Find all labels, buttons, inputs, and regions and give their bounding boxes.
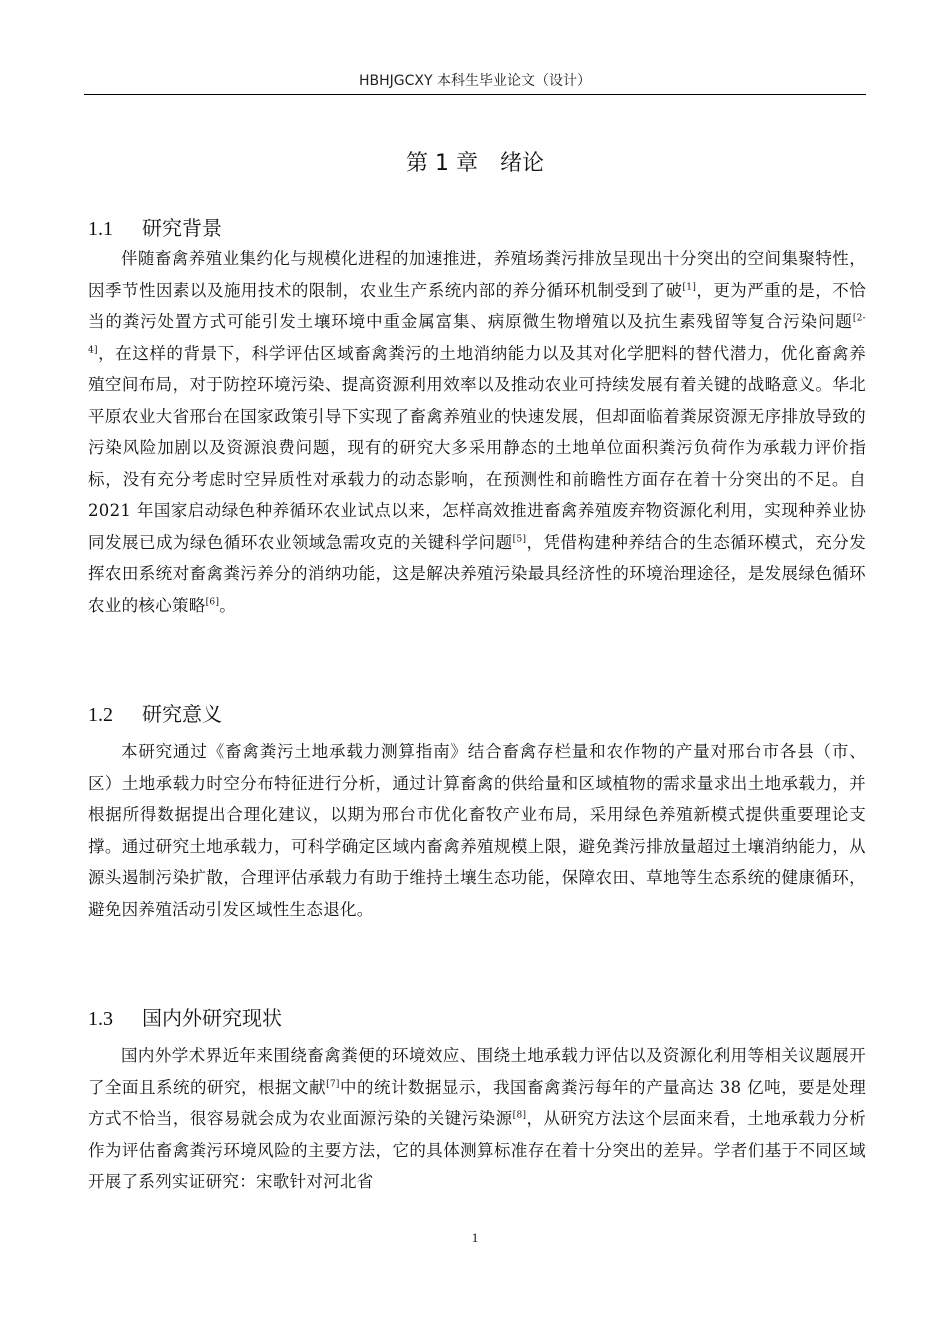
citation: [1] [682, 282, 697, 292]
section-heading-1-1 [88, 212, 222, 241]
section-number: 1.1 [88, 218, 113, 240]
chapter-title [84, 146, 866, 177]
paragraph-research-significance [88, 736, 866, 925]
section-title: 国内外研究现状 [142, 1006, 282, 1030]
text-run: 。 [219, 595, 237, 615]
citation: [6] [205, 597, 220, 607]
text-run: ，在这样的背景下，科学评估区域畜禽粪污的土地消纳能力以及其对化学肥料的替代潜力，优化畜禽养殖空间布局，对于防控环境污染、提高资源利用效率以及推动农业可持续发展有着关键的战略意义。华北平原农业大省邢台在国家政策引导下实现了畜禽养殖业的快速发展，但却面临着粪尿资源无序排放导致的污染风险加剧以及资源浪费问题，现有的研究大多采用静态的土地单位面积粪污负荷作为承载力评价指标，没有充分考虑时空异质性对承载力的动态影响，在预测性和前瞻性方面存在着十分突出的不足。自 2021 年国家启动绿色种养循环农业试点以来，怎样高效推进畜禽养殖废弃物资源化利用，实现种养业协同发展已成为绿色循环农业领域急需攻克的关键科学问题 [88, 343, 866, 552]
text-run: ，凭借构建种养结合的生态循环模式，充分发挥农田系统对畜禽粪污养分的消纳功能，这是解决养殖污染最具经济性的环境治理途径，是发展绿色循环农业的核心策略 [88, 532, 867, 615]
section-title: 研究意义 [142, 702, 222, 726]
citation: [2-4] [88, 313, 866, 355]
paragraph-research-background [88, 243, 866, 621]
citation: [7] [326, 1079, 340, 1089]
text-run: 伴随畜禽养殖业集约化与规模化进程的加速推进，养殖场粪污排放呈现出十分突出的空间集聚特性，因季节性因素以及施用技术的限制，农业生产系统内部的养分循环机制受到了破 [88, 249, 866, 300]
paragraph-research-status [88, 1040, 866, 1198]
citation: [5] [512, 534, 527, 544]
text-run: ，更为严重的是，不恰当的粪污处置方式可能引发土壤环境中重金属富集、病原微生物增殖以及抗生素残留等复合污染问题 [88, 280, 867, 331]
text-run: 中的统计数据显示，我国畜禽粪污每年的产量高达 38 亿吨，要是处理方式不恰当，很容易就会成为农业面源污染的关键污染源 [88, 1077, 866, 1128]
chapter-name: 绪论 [499, 151, 544, 176]
text-run: 本研究通过《畜禽粪污土地承载力测算指南》结合畜禽存栏量和农作物的产量对邢台市各县（市、区）土地承载力时空分布特征进行分析，通过计算畜禽的供给量和区域植物的需求量求出土地承载力，并根据所得数据提出合理化建议，以期为邢台市优化畜牧产业布局，采用绿色养殖新模式提供重要理论支撑。通过研究土地承载力，可科学确定区域内畜禽养殖规模上限，避免粪污排放量超过土壤消纳能力，从源头遏制污染扩散，合理评估承载力有助于维持土壤生态功能，保障农田、草地等生态系统的健康循环，避免因养殖活动引发区域性生态退化。 [88, 742, 866, 919]
section-heading-1-3 [88, 1002, 282, 1031]
section-heading-1-2 [88, 698, 222, 727]
section-title: 研究背景 [142, 216, 222, 240]
citation: [8] [512, 1110, 527, 1121]
page-number: 1 [471, 1230, 479, 1245]
text-run: 国内外学术界近年来围绕畜禽粪便的环境效应、围绕土地承载力评估以及资源化利用等相关议题展开了全面且系统的研究，根据文献 [88, 1046, 866, 1097]
running-header: HBHJGCXY 本科生毕业论文（设计） [358, 73, 591, 89]
section-number: 1.3 [88, 1008, 113, 1030]
section-number: 1.2 [88, 704, 113, 726]
text-run: ，从研究方法这个层面来看，土地承载力分析作为评估畜禽粪污环境风险的主要方法，它的具体测算标准存在着十分突出的差异。学者们基于不同区域开展了系列实证研究：宋歌针对河北省 [88, 1109, 867, 1191]
header-rule [84, 94, 866, 95]
chapter-number: 第 1 章 [406, 151, 478, 176]
